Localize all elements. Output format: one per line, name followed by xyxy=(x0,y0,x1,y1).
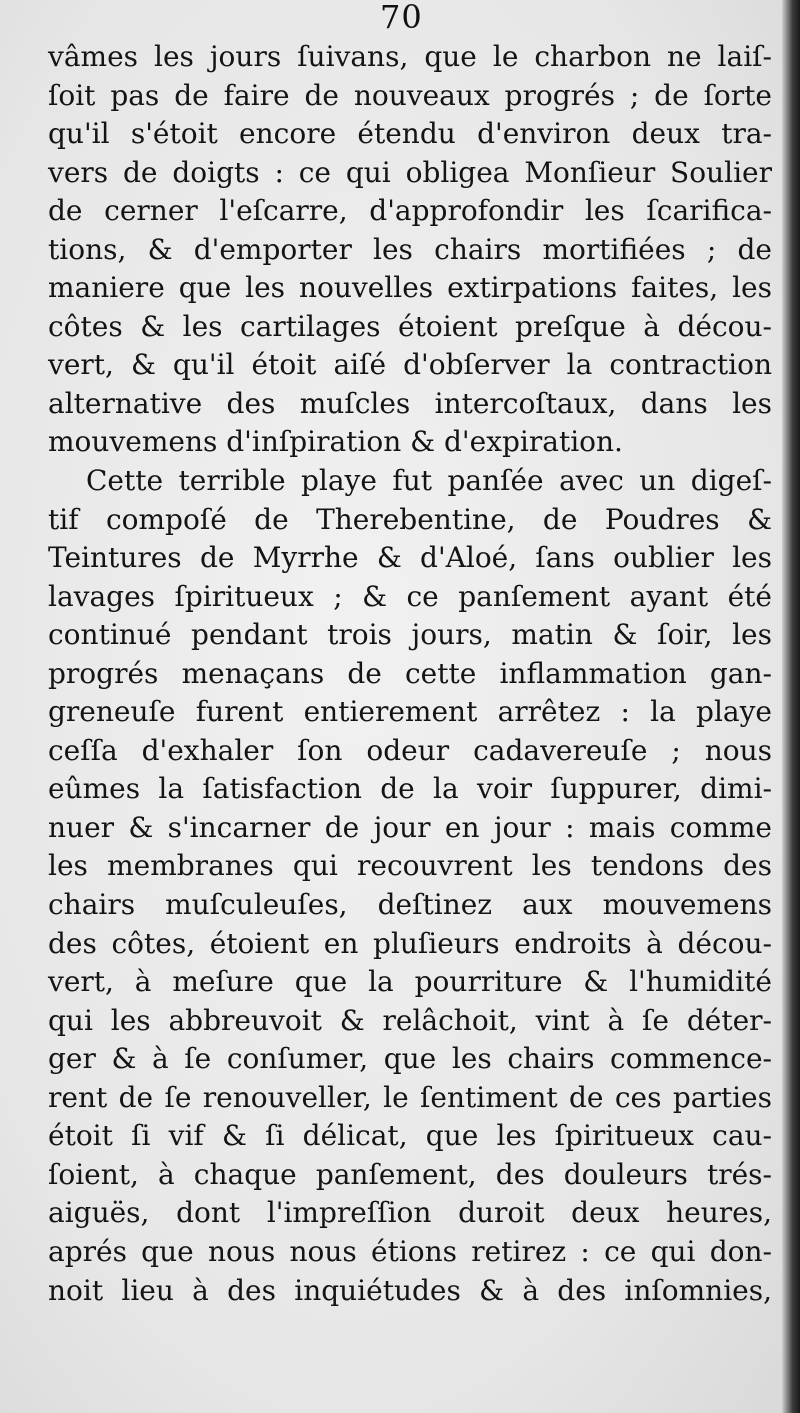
text-line: des côtes, étoient en pluſieurs endroits à décou- xyxy=(48,926,772,960)
text-line: chairs muſculeuſes, deſtinez aux mouvemens xyxy=(48,888,772,922)
text-line: rent de ſe renouveller, le ſentiment de ces parties xyxy=(48,1080,772,1114)
text-line: vert, à meſure que la pourriture & l'humidité xyxy=(48,965,772,999)
text-line: côtes & les cartilages étoient preſque à décou- xyxy=(48,309,772,343)
text-line: les membranes qui recouvrent les tendons des xyxy=(48,849,772,883)
text-line: qui les abbreuvoit & relâchoit, vint à ſe déter- xyxy=(48,1003,772,1037)
text-line: vâmes les jours ſuivans, que le charbon ne laiſ- xyxy=(48,40,772,73)
book-gutter xyxy=(782,0,800,1413)
text-line: tions, & d'emporter les chairs mortifiées ; de xyxy=(48,232,772,266)
text-line: lavages ſpiritueux ; & ce panſement ayant été xyxy=(48,579,772,613)
text-line: ger & à ſe conſumer, que les chairs commence- xyxy=(48,1042,772,1076)
text-line: qu'il s'étoit encore étendu d'environ deux tra- xyxy=(48,117,772,151)
page-number: 70 xyxy=(380,0,423,36)
text-line: vers de doigts : ce qui obligea Monſieur Soulier xyxy=(48,155,772,189)
text-line: tif compoſé de Therebentine, de Poudres & xyxy=(48,502,772,536)
text-line: maniere que les nouvelles extirpations faites, les xyxy=(48,271,772,305)
text-line: continué pendant trois jours, matin & ſoir, les xyxy=(48,618,772,652)
body-text xyxy=(48,38,772,1310)
text-line: aprés que nous nous étions retirez : ce qui don- xyxy=(48,1234,772,1268)
text-line: alternative des muſcles intercoſtaux, dans les xyxy=(48,386,772,420)
text-line: nuer & s'incarner de jour en jour : mais comme xyxy=(48,810,772,844)
text-line: greneuſe furent entierement arrêtez : la playe xyxy=(48,695,772,729)
text-line: ſoit pas de faire de nouveaux progrés ; de ſorte xyxy=(48,78,772,112)
paragraph-start-line: Cette terrible playe fut panſée avec un digeſ- xyxy=(86,464,772,498)
text-line: progrés menaçans de cette inflammation gan- xyxy=(48,656,772,690)
text-line: noit lieu à des inquiétudes & à des inſomnies, xyxy=(48,1273,772,1307)
text-line: ceſſa d'exhaler ſon odeur cadavereuſe ; nous xyxy=(48,733,772,767)
text-line: Teintures de Myrrhe & d'Aloé, ſans oublier les xyxy=(48,541,772,575)
text-line: mouvemens d'inſpiration & d'expiration. xyxy=(48,425,623,459)
text-line: de cerner l'eſcarre, d'approfondir les ſcarifica- xyxy=(48,194,772,228)
text-line: ſoient, à chaque panſement, des douleurs trés- xyxy=(48,1157,772,1191)
text-line: eûmes la ſatisfaction de la voir ſuppurer, dimi- xyxy=(48,772,772,806)
text-line: aiguës, dont l'impreſſion duroit deux heures, xyxy=(48,1196,772,1230)
text-line: étoit ſi vif & ſi délicat, que les ſpiritueux cau- xyxy=(48,1119,772,1153)
text-line: vert, & qu'il étoit aiſé d'obſerver la contraction xyxy=(48,348,772,382)
